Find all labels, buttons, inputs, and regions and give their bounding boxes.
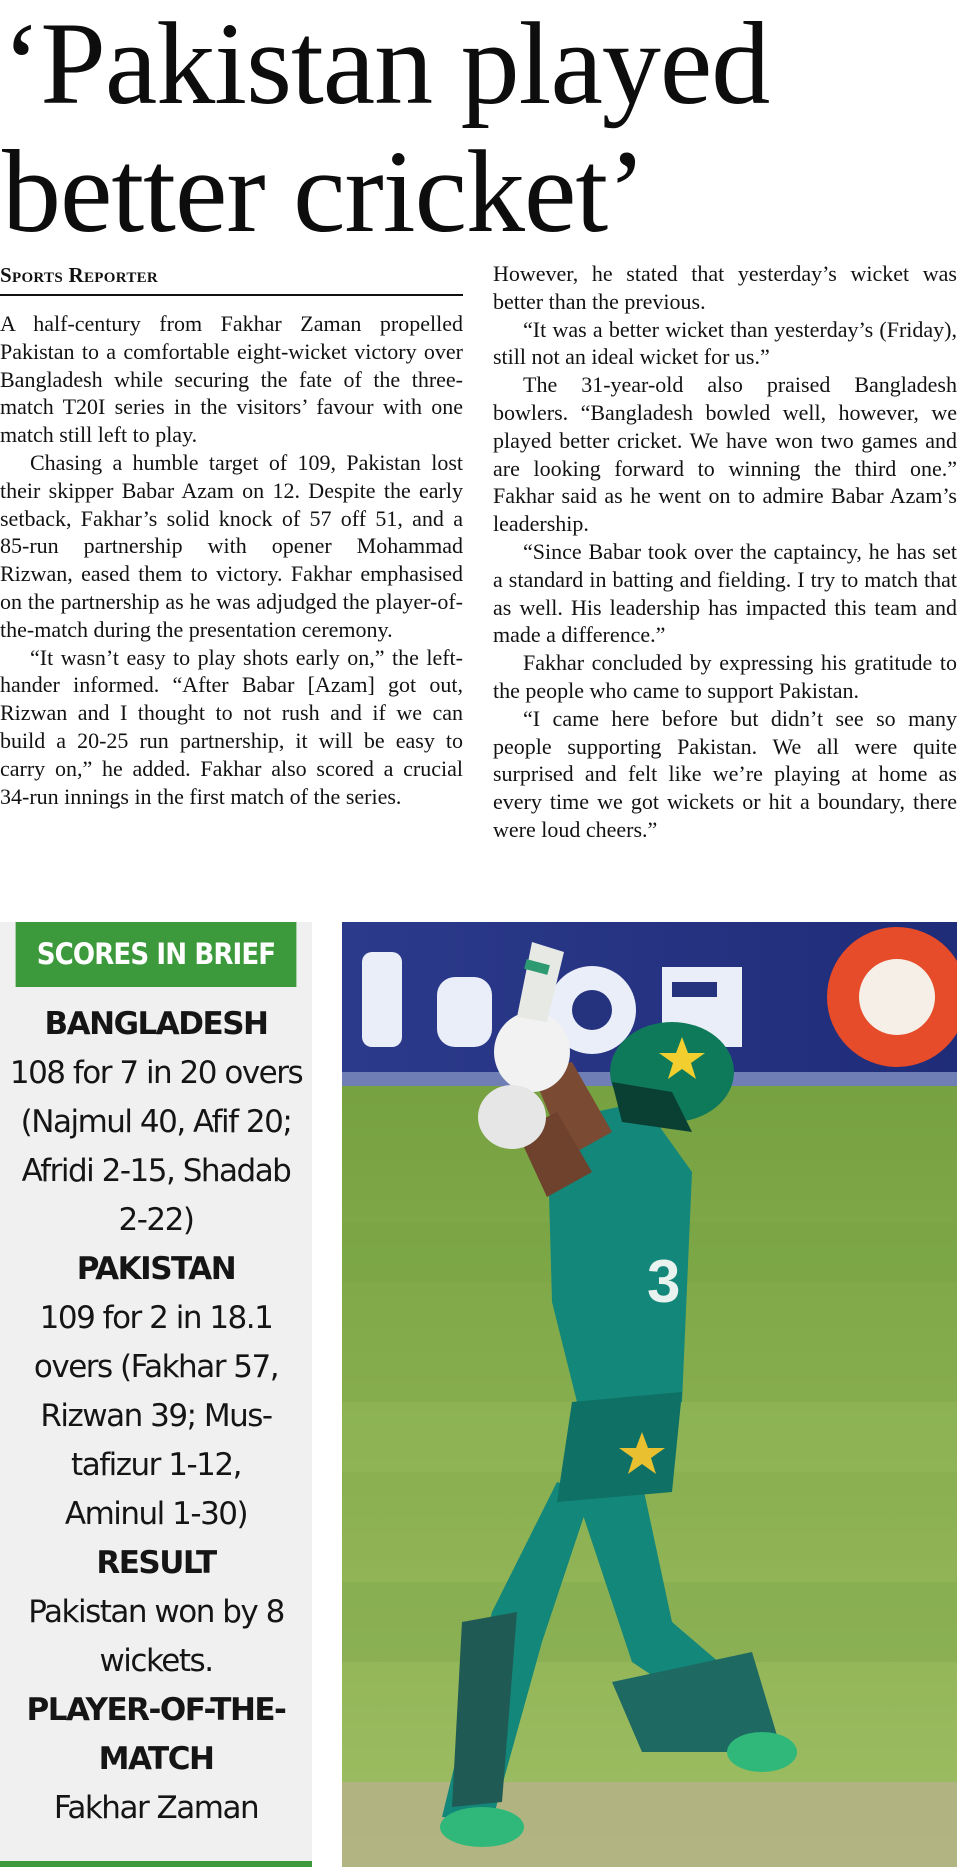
bangladesh-score-line: Afridi 2-15, Shadab xyxy=(21,1153,291,1189)
headline-line-2: better cricket’ xyxy=(2,126,646,257)
batsman-shoe xyxy=(727,1732,797,1772)
headline xyxy=(2,0,952,256)
article-column-left xyxy=(0,310,463,810)
photo-illustration xyxy=(342,922,957,1867)
board-letter-hole xyxy=(572,990,612,1030)
scores-header: SCORES IN BRIEF xyxy=(16,922,297,987)
player-of-the-match-label: MATCH xyxy=(98,1741,214,1777)
article-paragraph: The 31-year-old also praised Bangladesh bowlers. “Bangladesh bowled well, however, we played better cricket. We have won two games and are looking forward to winning the third one.” Fakhar said as he went on to admire Babar Azam’s leadership. xyxy=(493,372,957,537)
scores-in-brief-box xyxy=(0,922,312,1867)
player-of-the-match-label: PLAYER-OF-THE- xyxy=(26,1692,286,1728)
pakistan-score-line: overs (Fakhar 57, xyxy=(33,1349,279,1385)
article-paragraph: “It was a better wicket than yesterday’s (Friday), still not an ideal wicket for us.” xyxy=(493,316,957,370)
article-column-right xyxy=(493,260,957,844)
batsman-shoe xyxy=(440,1807,524,1847)
result-label: RESULT xyxy=(96,1545,216,1581)
pakistan-score-line: Aminul 1-30) xyxy=(64,1496,248,1532)
scores-footer-bar xyxy=(0,1861,312,1867)
cricket-batsman-photo xyxy=(342,922,957,1867)
article-paragraph: A half-century from Fakhar Zaman propelled Pakistan to a comfortable eight-wicket victory over Bangladesh while securing the fate of the three-match T20I series in the visitors’ favour with one match still left to play. xyxy=(0,311,463,448)
batting-glove xyxy=(478,1085,546,1149)
board-letter-shape xyxy=(437,977,492,1047)
bangladesh-label: BANGLADESH xyxy=(44,1006,268,1042)
bangladesh-score-line: (Najmul 40, Afif 20; xyxy=(20,1104,292,1140)
byline: Sports Reporter xyxy=(0,262,463,296)
article-paragraph: “I came here before but didn’t see so many people supporting Pakistan. We all were quite surprised and felt like we’re playing at home as every time we got wickets or hit a boundary, there were loud cheers.” xyxy=(493,705,957,842)
result-line: Pakistan won by 8 xyxy=(28,1594,284,1630)
scores-body xyxy=(8,1000,304,1833)
pakistan-label: PAKISTAN xyxy=(76,1251,236,1287)
board-logo-inner xyxy=(859,959,935,1035)
bangladesh-score-line: 2-22) xyxy=(118,1202,194,1238)
pakistan-score-line: tafizur 1-12, xyxy=(71,1447,241,1483)
article-paragraph: “It wasn’t easy to play shots early on,” the left-hander informed. “After Babar [Azam] got out, Rizwan and I thought to not rush and if we can build a 20-25 run partnership, it will be easy to carry on,” he added. Fakhar also scored a crucial 34-run innings in the first match of the series. xyxy=(0,644,463,809)
board-letter-cut xyxy=(672,982,717,997)
article-paragraph: Chasing a humble target of 109, Pakistan lost their skipper Babar Azam on 12. Despite the early setback, Fakhar’s solid knock of 57 off 51, and a 85-run partnership with opener Mohammad Rizwan, eased them to victory. Fakhar emphasised on the partnership as he was adjudged the player-of-the-match during the presentation ceremony. xyxy=(0,449,463,642)
pakistan-score-line: 109 for 2 in 18.1 xyxy=(39,1300,273,1336)
pakistan-score-line: Rizwan 39; Mus- xyxy=(40,1398,272,1434)
headline-line-1: ‘Pakistan played xyxy=(2,0,770,129)
bangladesh-score-line: 108 for 7 in 20 overs xyxy=(9,1055,303,1091)
player-of-the-match-name: Fakhar Zaman xyxy=(53,1790,259,1826)
pitch xyxy=(342,1782,957,1867)
article-paragraph: However, he stated that yesterday’s wicket was better than the previous. xyxy=(493,261,957,314)
batsman-waist xyxy=(557,1392,682,1502)
article-paragraph: Fakhar concluded by expressing his gratitude to the people who came to support Pakistan. xyxy=(493,650,957,703)
result-line: wickets. xyxy=(99,1643,213,1679)
board-letter-shape xyxy=(362,952,402,1047)
article-paragraph: “Since Babar took over the captaincy, he has set a standard in batting and fielding. I try to match that as well. His leadership has impacted this team and made a difference.” xyxy=(493,538,957,648)
batting-glove xyxy=(494,1012,570,1092)
jersey-number: 3 xyxy=(647,1248,681,1315)
